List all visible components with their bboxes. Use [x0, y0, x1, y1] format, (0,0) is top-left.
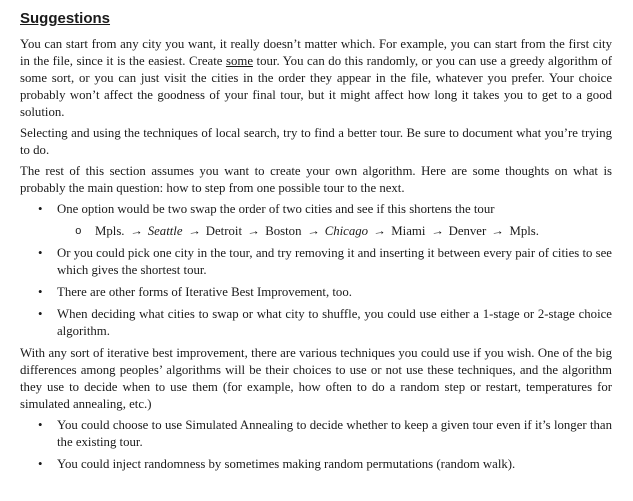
- right-arrow-icon: →: [490, 223, 506, 239]
- tour-city: Detroit: [205, 224, 242, 238]
- bullet-item-other-forms: [20, 284, 612, 301]
- right-arrow-icon: →: [305, 223, 321, 239]
- bullet-marker: •: [38, 307, 43, 321]
- bullet-text: One option would be two swap the order of two cities and see if this shortens the tour: [57, 202, 495, 216]
- tour-city: Denver: [448, 224, 487, 238]
- bullet-marker: •: [38, 202, 43, 216]
- paragraph-own-algorithm: The rest of this section assumes you want to create your own algorithm. Here are some thoughts on what is probably the main question: how to step from one possible tour to the next.: [20, 164, 612, 195]
- tour-city: Chicago: [324, 224, 369, 238]
- tour-city: Miami: [391, 224, 426, 238]
- right-arrow-icon: →: [246, 223, 261, 239]
- bullet-item-swap-order: [20, 201, 612, 218]
- bullet-item-simulated-annealing: [20, 417, 612, 451]
- right-arrow-icon: →: [372, 223, 387, 239]
- bullet-text: You could choose to use Simulated Annealing to decide whether to keep a given tour even if it’s longer than the existing tour.: [57, 418, 612, 449]
- tour-city: Mpls.: [509, 224, 539, 238]
- section-heading: Suggestions: [20, 10, 111, 27]
- circle-marker: o: [75, 226, 82, 238]
- bullet-text: Or you could pick one city in the tour, and try removing it and inserting it between every pair of cities to see which gives the shortest tour.: [57, 246, 612, 277]
- paragraph-local-search: Selecting and using the techniques of local search, try to find a better tour. Be sure to document what you’re trying to do.: [20, 126, 612, 157]
- bullet-marker: •: [38, 457, 43, 471]
- bullet-item-stage-choice: [20, 306, 612, 340]
- bullet-item-pick-city: [20, 245, 612, 279]
- paragraph-techniques: With any sort of iterative best improvement, there are various techniques you could use if you wish. One of the big differences among peoples’ algorithms will be their choices to use or not use these techniques, and the algorithm they use to decide when to use them (for example, how often to do a random step or restart, temperatures for simulated annealing, etc.): [20, 346, 612, 411]
- bullet-marker: •: [38, 246, 43, 260]
- bullet-text: There are other forms of Iterative Best Improvement, too.: [57, 285, 352, 299]
- tour-city: Mpls.: [95, 224, 125, 238]
- right-arrow-icon: →: [128, 223, 144, 239]
- tour-city: Boston: [265, 224, 302, 238]
- paragraph-text: tour. You can do this randomly, or you can use a greedy algorithm of some sort, or you can just visit the cities in the order they appear in the file, whatever you prefer. Your choice probably won’t affect the goodness of your final tour, but it might affect how long it takes you to get to a good solution.: [20, 54, 612, 119]
- underlined-word: some: [225, 54, 253, 68]
- bullet-item-random-walk: [20, 456, 612, 473]
- paragraph-start-city: [20, 36, 612, 121]
- paragraph-text: You can start from any city you want, it really doesn’t matter which. For example, you can start from the first city in the file, since it is the easiest. Create: [20, 37, 612, 68]
- bullet-marker: •: [38, 418, 43, 432]
- right-arrow-icon: →: [429, 223, 445, 239]
- right-arrow-icon: →: [186, 223, 202, 239]
- bullet-text: You could inject randomness by sometimes making random permutations (random walk).: [57, 457, 516, 471]
- bullet-text: When deciding what cities to swap or what city to shuffle, you could use either a 1-stage or 2-stage choice algorithm.: [57, 307, 612, 338]
- tour-city: Seattle: [147, 224, 183, 238]
- sub-bullet-tour-example: [20, 223, 612, 240]
- bullet-marker: •: [38, 285, 43, 299]
